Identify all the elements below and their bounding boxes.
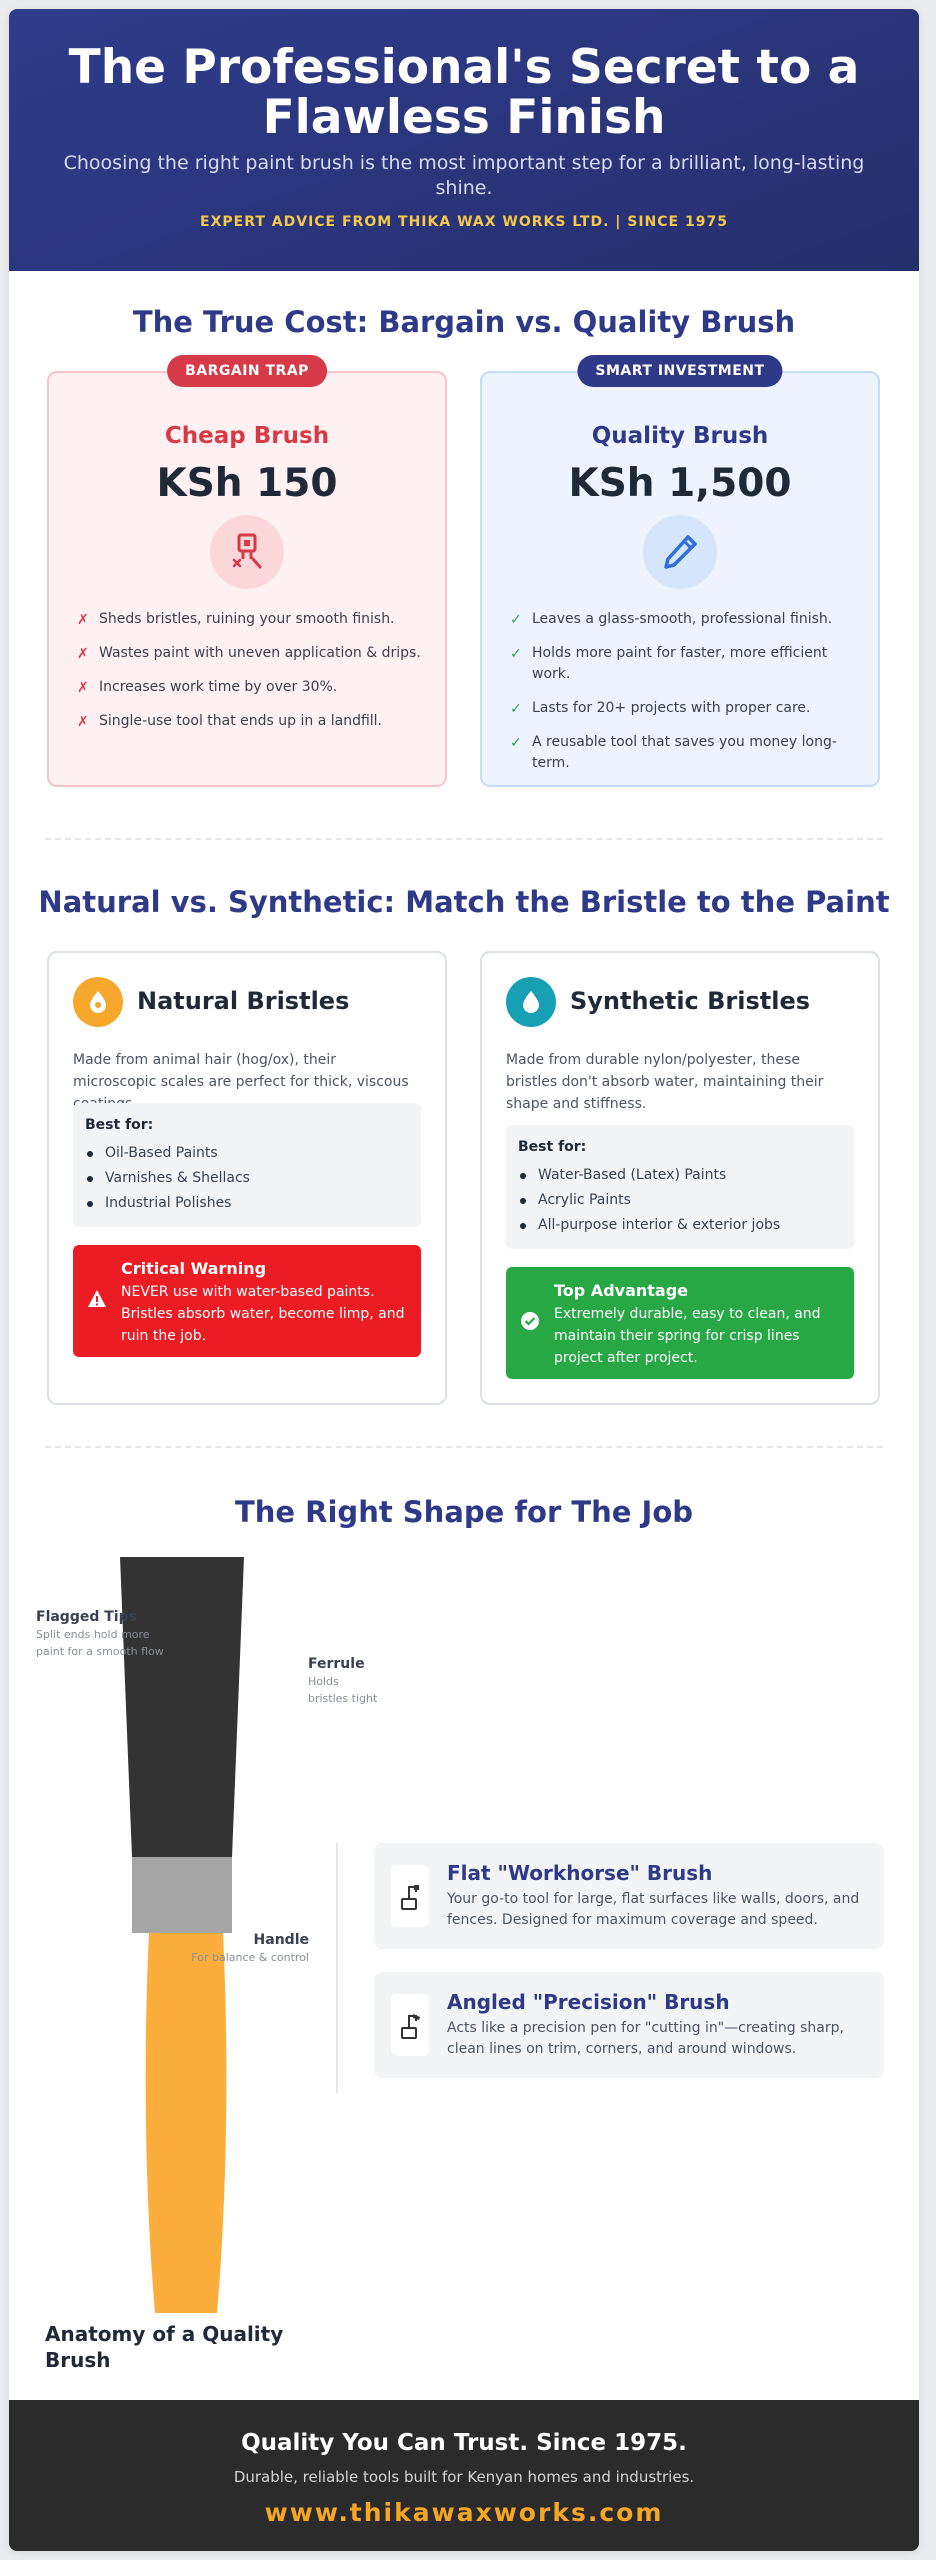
- cross-icon: ✗: [77, 680, 89, 696]
- angled-brush-text: Acts like a precision pen for "cutting in"—creating sharp, clean lines on trim, corners, and around windows.: [447, 2020, 844, 2057]
- brush-handle: [146, 1933, 227, 2313]
- list-item: Industrial Polishes: [85, 1191, 409, 1216]
- list-item: All-purpose interior & exterior jobs: [518, 1213, 842, 1238]
- flagged-tips-annotation: Flagged Tips Split ends hold more paint for a smooth flow: [36, 1609, 164, 1658]
- check-icon: ✓: [510, 701, 522, 717]
- quality-brush-price: KSh 1,500: [568, 461, 792, 506]
- cross-icon: ✗: [77, 612, 89, 628]
- synthetic-bristles-card: [480, 951, 880, 1405]
- cross-icon: ✗: [77, 646, 89, 662]
- flat-brush-icon: [391, 1865, 429, 1927]
- warning-text: NEVER use with water-based paints. Bristles absorb water, become limp, and ruin the job.: [121, 1284, 405, 1344]
- natural-best-for: [73, 1103, 421, 1227]
- list-item: ✗ Increases work time by over 30%.: [77, 677, 421, 698]
- page-title: The Professional's Secret to a Flawless Finish: [68, 40, 860, 145]
- cheap-brush-card: [47, 363, 447, 787]
- pen-brush-icon: [643, 515, 717, 589]
- page-subtitle: Choosing the right paint brush is the most important step for a brilliant, long-lasting shine.: [63, 152, 865, 199]
- shape-section-title: The Right Shape for The Job: [234, 1495, 694, 1529]
- cross-icon: ✗: [77, 714, 89, 730]
- list-item: Oil-Based Paints: [85, 1141, 409, 1166]
- warning-icon: [87, 1289, 107, 1309]
- handle-annotation: Handle For balance & control: [191, 1932, 309, 1964]
- warning-title: Critical Warning: [121, 1259, 267, 1278]
- list-item: Varnishes & Shellacs: [85, 1166, 409, 1191]
- list-item: ✗ Sheds bristles, ruining your smooth finish.: [77, 609, 421, 630]
- check-icon: ✓: [510, 646, 522, 662]
- list-item: ✓ Lasts for 20+ projects with proper care.: [510, 698, 854, 719]
- smart-investment-badge: SMART INVESTMENT: [577, 355, 782, 387]
- angled-brush-card: [374, 1972, 884, 2078]
- best-for-label: Best for:: [85, 1117, 154, 1133]
- quality-brush-name: Quality Brush: [591, 423, 769, 449]
- vertical-divider: [336, 1843, 338, 2093]
- broken-brush-icon: [210, 515, 284, 589]
- bargain-trap-badge: BARGAIN TRAP: [167, 355, 327, 387]
- oil-drop-icon: [73, 977, 123, 1027]
- bristle-section-title: Natural vs. Synthetic: Match the Bristle to the Paint: [38, 885, 890, 919]
- cost-section-title: The True Cost: Bargain vs. Quality Brush: [132, 305, 796, 339]
- section-divider: [45, 1446, 883, 1448]
- flat-brush-title: Flat "Workhorse" Brush: [447, 1861, 713, 1885]
- hero-header: [9, 9, 919, 271]
- list-item: ✓ Holds more paint for faster, more efficient work.: [510, 645, 828, 682]
- advantage-text: Extremely durable, easy to clean, and maintain their spring for crisp lines project after project.: [554, 1306, 821, 1366]
- list-item: Acrylic Paints: [518, 1188, 842, 1213]
- water-drop-icon: [506, 977, 556, 1027]
- quality-brush-card: [480, 363, 880, 787]
- flat-brush-card: [374, 1843, 884, 1949]
- ferrule-annotation: Ferrule Holds bristles tight: [308, 1656, 378, 1705]
- anatomy-caption: Anatomy of a Quality Brush: [45, 2322, 284, 2372]
- brush-ferrule: [132, 1857, 232, 1933]
- natural-bristles-card: [47, 951, 447, 1405]
- footer: [9, 2400, 919, 2551]
- advantage-title: Top Advantage: [554, 1281, 689, 1300]
- check-icon: ✓: [510, 612, 522, 628]
- list-item: ✗ Wastes paint with uneven application & drips.: [77, 643, 421, 664]
- footer-text: Durable, reliable tools built for Kenyan homes and industries.: [233, 2468, 695, 2486]
- footer-headline: Quality You Can Trust. Since 1975.: [241, 2430, 687, 2456]
- natural-bristles-description: Made from animal hair (hog/ox), their microscopic scales are perfect for thick, viscous: [73, 1052, 409, 1090]
- infographic-page: [9, 9, 919, 2551]
- synthetic-bristles-description: Made from durable nylon/polyester, these bristles don't absorb water, maintaining their shape and stiffness.: [506, 1052, 824, 1112]
- list-item: ✓ A reusable tool that saves you money long-term.: [510, 734, 837, 771]
- top-advantage-box: [506, 1267, 854, 1379]
- expert-tagline: EXPERT ADVICE FROM THIKA WAX WORKS LTD. | SINCE 1975: [200, 214, 728, 230]
- website-link[interactable]: www.thikawaxworks.com: [264, 2498, 664, 2527]
- quality-brush-benefits: [510, 609, 854, 787]
- angled-brush-title: Angled "Precision" Brush: [447, 1990, 730, 2014]
- best-for-label: Best for:: [518, 1139, 587, 1155]
- list-item: ✓ Leaves a glass-smooth, professional finish.: [510, 609, 854, 630]
- section-divider: [45, 838, 883, 840]
- check-icon: ✓: [510, 735, 522, 751]
- natural-bristles-title: Natural Bristles: [137, 987, 350, 1015]
- synthetic-bristles-title: Synthetic Bristles: [570, 987, 811, 1015]
- critical-warning-box: [73, 1245, 421, 1357]
- cheap-brush-price: KSh 150: [156, 461, 338, 506]
- brush-bristles: [120, 1557, 244, 1857]
- list-item: ✗ Single-use tool that ends up in a landfill.: [77, 711, 421, 732]
- synthetic-best-for: [506, 1125, 854, 1249]
- list-item: Water-Based (Latex) Paints: [518, 1163, 842, 1188]
- check-circle-icon: [520, 1311, 540, 1331]
- flat-brush-text: Your go-to tool for large, flat surfaces like walls, doors, and fences. Designed for maximum coverage and speed.: [447, 1891, 860, 1928]
- cheap-brush-drawbacks: [77, 609, 421, 745]
- angled-brush-icon: [391, 1994, 429, 2056]
- cheap-brush-name: Cheap Brush: [164, 423, 330, 449]
